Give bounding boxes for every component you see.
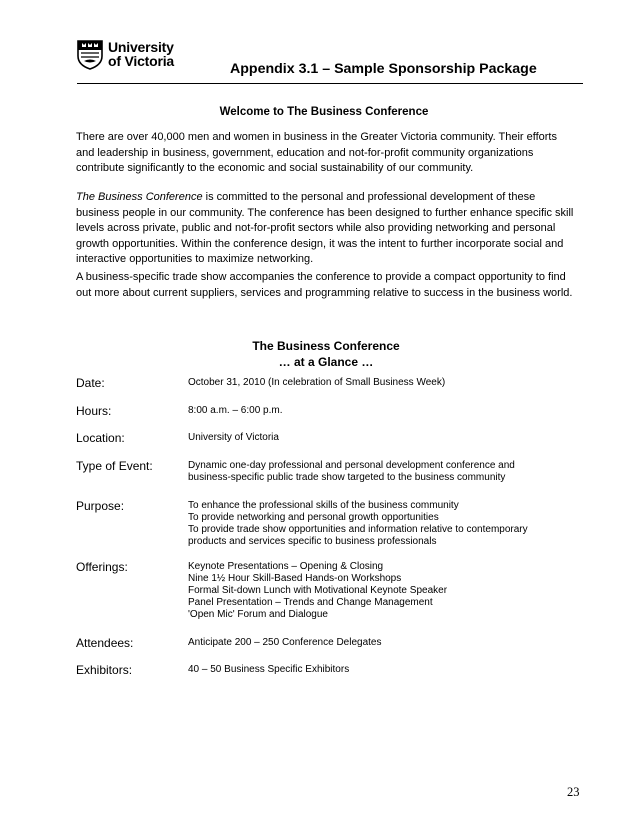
intro-paragraph: There are over 40,000 men and women in business in the Greater Victoria community. Their efforts and leadership in business, government, education and not-for-profit community organizations contribute significantly to the economic and social sustainability of our community. (76, 131, 557, 174)
appendix-title: Appendix 3.1 – Sample Sponsorship Package (230, 61, 537, 77)
purpose-line: products and services specific to business professionals (188, 536, 437, 547)
offerings-value (188, 561, 447, 621)
offerings-row (76, 561, 586, 621)
offering-line: Formal Sit-down Lunch with Motivational Keynote Speaker (188, 585, 448, 596)
hours-label: Hours: (76, 404, 112, 418)
glance-title-line1: The Business Conference (252, 339, 400, 353)
exhibitors-value: 40 – 50 Business Specific Exhibitors (188, 664, 350, 675)
exhibitors-row (76, 664, 586, 677)
glance-heading (0, 339, 638, 370)
page-number: 23 (567, 785, 580, 799)
type-line: Dynamic one-day professional and personal development conference and (188, 460, 515, 471)
purpose-value (188, 500, 528, 548)
offering-line: Panel Presentation – Trends and Change Management (188, 597, 433, 608)
purpose-line: To provide networking and personal growth opportunities (188, 512, 439, 523)
offering-line: 'Open Mic' Forum and Dialogue (188, 609, 328, 620)
uvic-crest-icon (77, 40, 103, 70)
offering-line: Nine 1½ Hour Skill-Based Hands-on Workshops (188, 573, 402, 584)
attendees-value: Anticipate 200 – 250 Conference Delegates (188, 637, 382, 648)
location-row (76, 432, 586, 445)
commitment-text: is committed to the personal and professional development of these business people in our community. The conference has been designed to further enhance specific skill levels across private, public and not-for-profit sectors while also providing networking and personal growth opportunities. Within the conference design, it was the intent to further incorporate social and interactive opportunities to maximize networking. (76, 191, 574, 265)
purpose-line: To provide trade show opportunities and information relative to contemporary (188, 524, 528, 535)
date-label: Date: (76, 376, 105, 390)
location-value: University of Victoria (188, 432, 279, 443)
type-value (188, 460, 515, 484)
date-row (76, 377, 586, 390)
logo-line2: of Victoria (108, 53, 175, 69)
attendees-label: Attendees: (76, 636, 134, 650)
commitment-paragraph (76, 190, 576, 268)
university-logo (77, 40, 174, 70)
glance-title-line2: … at a Glance … (278, 354, 374, 369)
offering-line: Keynote Presentations – Opening & Closing (188, 561, 384, 572)
welcome-heading: Welcome to The Business Conference (219, 106, 429, 118)
logo-wordmark (108, 40, 174, 68)
offerings-label: Offerings: (76, 560, 128, 574)
type-label: Type of Event: (76, 459, 153, 473)
location-label: Location: (76, 431, 125, 445)
purpose-line: To enhance the professional skills of the business community (188, 500, 459, 511)
conference-name-emphasis: The Business Conference (76, 191, 203, 203)
type-line: business-specific public trade show targeted to the business community (188, 472, 506, 483)
exhibitors-label: Exhibitors: (76, 663, 133, 677)
trade-show-paragraph: A business-specific trade show accompanies the conference to provide a compact opportunity to find out more about current suppliers, services and programming relative to success in the business world. (76, 271, 573, 299)
purpose-label: Purpose: (76, 499, 125, 513)
purpose-row (76, 500, 586, 548)
header-divider (77, 83, 583, 84)
type-row (76, 460, 586, 484)
hours-value: 8:00 a.m. – 6:00 p.m. (188, 405, 283, 416)
hours-row (76, 405, 586, 418)
attendees-row (76, 637, 586, 650)
date-value: October 31, 2010 (In celebration of Small Business Week) (188, 377, 446, 388)
logo-line1: University (108, 39, 174, 55)
